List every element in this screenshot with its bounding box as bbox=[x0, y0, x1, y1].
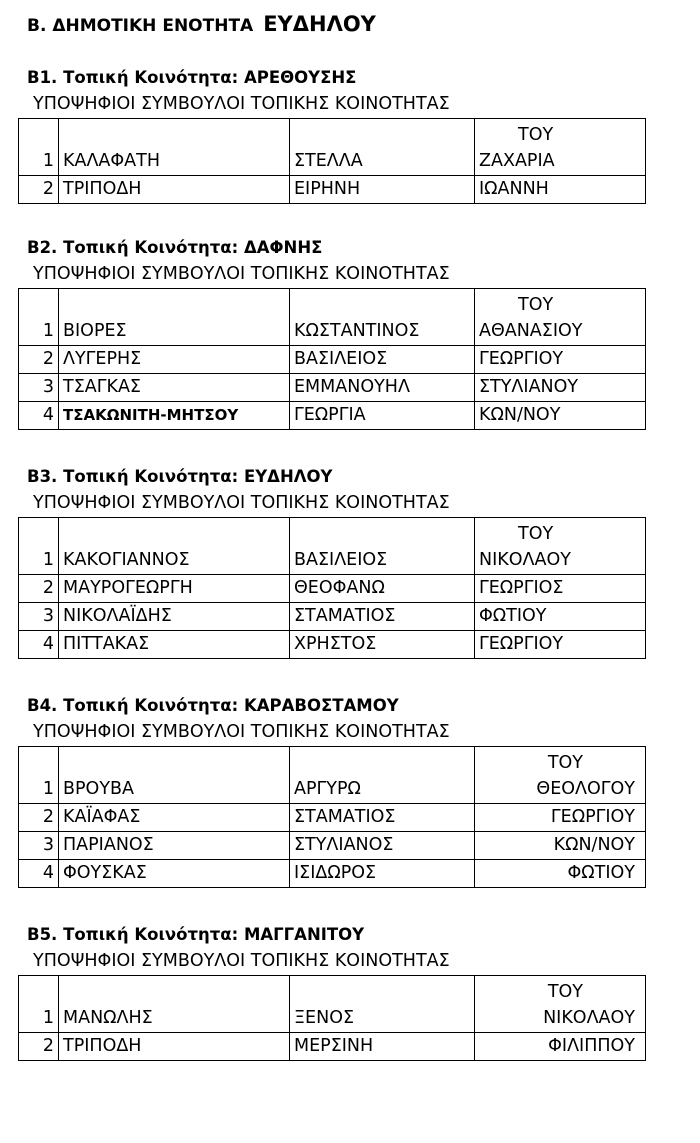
father-name-cell: ΣΤΥΛΙΑΝΟΥ bbox=[475, 374, 646, 402]
tou-label: ΤΟΥ bbox=[547, 753, 583, 773]
surname-cell: ΒΡΟΥΒΑ bbox=[59, 747, 290, 804]
section-title: Β4. Τοπική Κοινότητα: ΚΑΡΑΒΟΣΤΑΜΟΥ bbox=[27, 696, 399, 715]
father-name: ΑΘΑΝΑΣΙΟΥ bbox=[479, 321, 583, 341]
table-row bbox=[19, 518, 646, 575]
table-row bbox=[19, 289, 646, 346]
row-number: 3 bbox=[19, 603, 59, 631]
surname-cell: ΤΡΙΠΟΔΗ bbox=[59, 176, 290, 204]
surname-cell: ΠΑΡΙΑΝΟΣ bbox=[59, 832, 290, 860]
tou-label: ΤΟΥ bbox=[518, 295, 554, 315]
father-name-cell: ΦΙΛΙΠΠΟΥ bbox=[475, 1033, 646, 1061]
row-number: 2 bbox=[19, 346, 59, 374]
title-municipality: ΕΥΔΗΛΟΥ bbox=[263, 12, 376, 36]
father-name-cell: ΚΩΝ/ΝΟΥ bbox=[475, 832, 646, 860]
first-name-cell: ΣΤΑΜΑΤΙΟΣ bbox=[290, 603, 475, 631]
father-name: ΝΙΚΟΛΑΟΥ bbox=[479, 550, 571, 570]
surname-cell: ΤΣΑΚΩΝΙΤΗ-ΜΗΤΣΟΥ bbox=[59, 402, 290, 430]
table-row bbox=[19, 1033, 646, 1061]
tou-label: ΤΟΥ bbox=[518, 524, 554, 544]
row-number: 4 bbox=[19, 631, 59, 659]
table-row bbox=[19, 402, 646, 430]
father-name-cell: ΦΩΤΙΟΥ bbox=[475, 603, 646, 631]
father-name-cell bbox=[475, 518, 646, 575]
surname-cell: ΜΑΥΡΟΓΕΩΡΓΗ bbox=[59, 575, 290, 603]
father-name-cell: ΚΩΝ/ΝΟΥ bbox=[475, 402, 646, 430]
first-name-cell: ΕΙΡΗΝΗ bbox=[290, 176, 475, 204]
father-name-cell: ΓΕΩΡΓΙΟΥ bbox=[475, 804, 646, 832]
table-row bbox=[19, 860, 646, 888]
table-row bbox=[19, 976, 646, 1033]
table-row bbox=[19, 119, 646, 176]
row-number: 1 bbox=[19, 747, 59, 804]
father-name: ΖΑΧΑΡΙΑ bbox=[479, 151, 555, 171]
surname-cell: ΠΙΤΤΑΚΑΣ bbox=[59, 631, 290, 659]
surname-cell: ΝΙΚΟΛΑΪΔΗΣ bbox=[59, 603, 290, 631]
row-number: 1 bbox=[19, 289, 59, 346]
section-subtitle: ΥΠΟΨΗΦΙΟΙ ΣΥΜΒΟΥΛΟΙ ΤΟΠΙΚΗΣ ΚΟΙΝΟΤΗΤΑΣ bbox=[33, 722, 450, 742]
father-name: ΘΕΟΛΟΓΟΥ bbox=[536, 779, 635, 799]
row-number: 2 bbox=[19, 804, 59, 832]
first-name-cell: ΣΤΥΛΙΑΝΟΣ bbox=[290, 832, 475, 860]
father-name-cell bbox=[475, 976, 646, 1033]
surname-cell: ΦΟΥΣΚΑΣ bbox=[59, 860, 290, 888]
first-name-cell: ΒΑΣΙΛΕΙΟΣ bbox=[290, 518, 475, 575]
row-number: 2 bbox=[19, 176, 59, 204]
father-name-cell bbox=[475, 289, 646, 346]
document-title bbox=[27, 12, 376, 36]
section-title: Β1. Τοπική Κοινότητα: ΑΡΕΘΟΥΣΗΣ bbox=[27, 68, 357, 87]
row-number: 4 bbox=[19, 860, 59, 888]
section-subtitle: ΥΠΟΨΗΦΙΟΙ ΣΥΜΒΟΥΛΟΙ ΤΟΠΙΚΗΣ ΚΟΙΝΟΤΗΤΑΣ bbox=[33, 94, 450, 114]
table-row bbox=[19, 374, 646, 402]
row-number: 4 bbox=[19, 402, 59, 430]
row-number: 2 bbox=[19, 575, 59, 603]
row-number: 3 bbox=[19, 374, 59, 402]
section-subtitle: ΥΠΟΨΗΦΙΟΙ ΣΥΜΒΟΥΛΟΙ ΤΟΠΙΚΗΣ ΚΟΙΝΟΤΗΤΑΣ bbox=[33, 493, 450, 513]
candidates-table bbox=[18, 118, 646, 204]
table-row bbox=[19, 176, 646, 204]
candidates-table bbox=[18, 517, 646, 659]
father-name-cell: ΓΕΩΡΓΙΟΥ bbox=[475, 346, 646, 374]
father-name-cell bbox=[475, 747, 646, 804]
surname-cell: ΚΑΪΑΦΑΣ bbox=[59, 804, 290, 832]
first-name-cell: ΘΕΟΦΑΝΩ bbox=[290, 575, 475, 603]
row-number: 1 bbox=[19, 976, 59, 1033]
surname-cell: ΛΥΓΕΡΗΣ bbox=[59, 346, 290, 374]
section-title: Β3. Τοπική Κοινότητα: ΕΥΔΗΛΟΥ bbox=[27, 467, 333, 486]
first-name-cell: ΜΕΡΣΙΝΗ bbox=[290, 1033, 475, 1061]
first-name-cell: ΚΩΣΤΑΝΤΙΝΟΣ bbox=[290, 289, 475, 346]
first-name-cell: ΞΕΝΟΣ bbox=[290, 976, 475, 1033]
row-number: 3 bbox=[19, 832, 59, 860]
surname-cell: ΜΑΝΩΛΗΣ bbox=[59, 976, 290, 1033]
father-name-cell: ΙΩΑΝΝΗ bbox=[475, 176, 646, 204]
tou-label: ΤΟΥ bbox=[547, 982, 583, 1002]
surname-cell: ΒΙΟΡΕΣ bbox=[59, 289, 290, 346]
surname-cell: ΤΡΙΠΟΔΗ bbox=[59, 1033, 290, 1061]
first-name-cell: ΒΑΣΙΛΕΙΟΣ bbox=[290, 346, 475, 374]
surname-cell: ΤΣΑΓΚΑΣ bbox=[59, 374, 290, 402]
first-name-cell: ΧΡΗΣΤΟΣ bbox=[290, 631, 475, 659]
first-name-cell: ΑΡΓΥΡΩ bbox=[290, 747, 475, 804]
table-row bbox=[19, 603, 646, 631]
candidates-table bbox=[18, 746, 646, 888]
first-name-cell: ΙΣΙΔΩΡΟΣ bbox=[290, 860, 475, 888]
first-name-cell: ΓΕΩΡΓΙΑ bbox=[290, 402, 475, 430]
section-title: Β2. Τοπική Κοινότητα: ΔΑΦΝΗΣ bbox=[27, 238, 323, 257]
table-row bbox=[19, 747, 646, 804]
section-subtitle: ΥΠΟΨΗΦΙΟΙ ΣΥΜΒΟΥΛΟΙ ΤΟΠΙΚΗΣ ΚΟΙΝΟΤΗΤΑΣ bbox=[33, 951, 450, 971]
table-row bbox=[19, 631, 646, 659]
row-number: 1 bbox=[19, 518, 59, 575]
table-row bbox=[19, 804, 646, 832]
candidates-table bbox=[18, 288, 646, 430]
father-name-cell: ΦΩΤΙΟΥ bbox=[475, 860, 646, 888]
candidates-table bbox=[18, 975, 646, 1061]
row-number: 1 bbox=[19, 119, 59, 176]
surname-cell: ΚΑΚΟΓΙΑΝΝΟΣ bbox=[59, 518, 290, 575]
first-name-cell: ΣΤΑΜΑΤΙΟΣ bbox=[290, 804, 475, 832]
father-name-cell bbox=[475, 119, 646, 176]
father-name-cell: ΓΕΩΡΓΙΟΥ bbox=[475, 631, 646, 659]
title-prefix: Β. ΔΗΜΟΤΙΚΗ ΕΝΟΤΗΤΑ bbox=[27, 16, 254, 36]
tou-label: ΤΟΥ bbox=[518, 125, 554, 145]
surname-cell: ΚΑΛΑΦΑΤΗ bbox=[59, 119, 290, 176]
father-name-cell: ΓΕΩΡΓΙΟΣ bbox=[475, 575, 646, 603]
section-subtitle: ΥΠΟΨΗΦΙΟΙ ΣΥΜΒΟΥΛΟΙ ΤΟΠΙΚΗΣ ΚΟΙΝΟΤΗΤΑΣ bbox=[33, 264, 450, 284]
table-row bbox=[19, 346, 646, 374]
table-row bbox=[19, 575, 646, 603]
section-title: Β5. Τοπική Κοινότητα: ΜΑΓΓΑΝΙΤΟΥ bbox=[27, 925, 365, 944]
first-name-cell: ΣΤΕΛΛΑ bbox=[290, 119, 475, 176]
father-name: ΝΙΚΟΛΑΟΥ bbox=[543, 1008, 635, 1028]
first-name-cell: ΕΜΜΑΝΟΥΗΛ bbox=[290, 374, 475, 402]
table-row bbox=[19, 832, 646, 860]
row-number: 2 bbox=[19, 1033, 59, 1061]
